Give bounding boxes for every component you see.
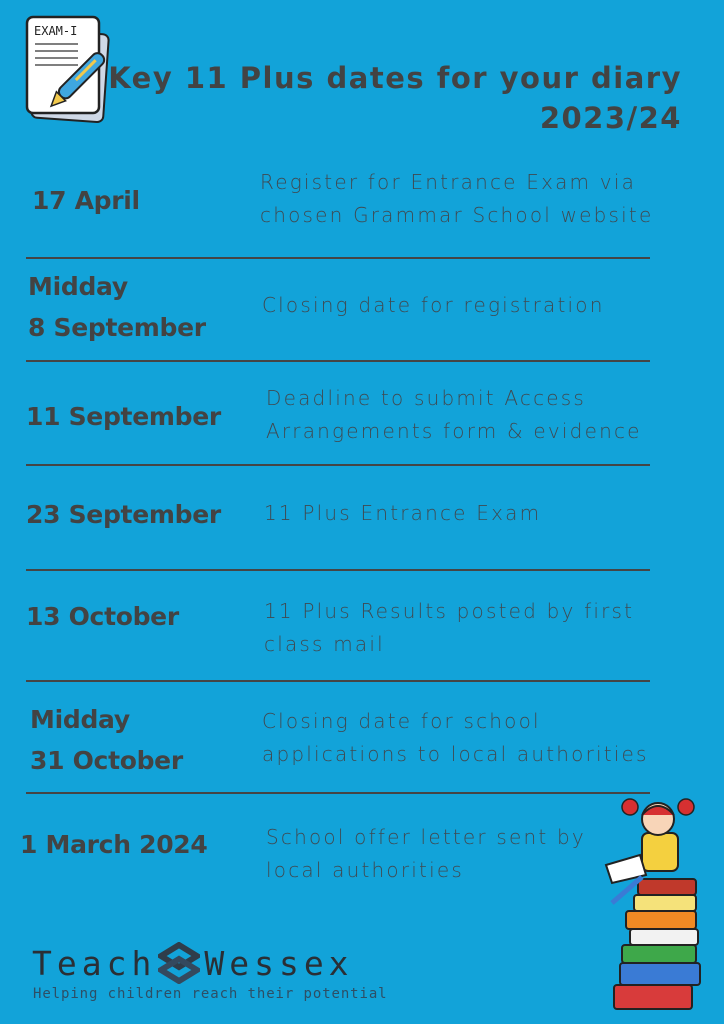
brand-text-left: Teach	[32, 943, 157, 983]
desc-line: applications to local authorities	[262, 742, 649, 766]
desc-line: local authorities	[266, 858, 464, 882]
event-description	[266, 382, 642, 448]
desc-line: class mail	[264, 632, 385, 656]
event-description	[264, 497, 541, 530]
title-year: 2023/24	[539, 101, 682, 135]
event-description	[264, 595, 634, 661]
date-line: Midday	[30, 705, 130, 734]
date-label: 11 September	[26, 402, 221, 431]
desc-line: 11 Plus Entrance Exam	[264, 501, 542, 525]
event-description	[266, 821, 586, 887]
date-label	[28, 266, 206, 348]
divider	[26, 464, 650, 466]
date-line: 31 October	[30, 746, 183, 775]
divider	[26, 569, 650, 571]
event-description	[260, 166, 653, 232]
title-line-1: Key 11 Plus dates for your diary	[108, 61, 682, 95]
divider	[26, 360, 650, 362]
date-line: 8 September	[28, 313, 206, 342]
desc-line: School offer letter sent by	[266, 825, 586, 849]
event-description	[262, 289, 605, 322]
divider	[26, 680, 650, 682]
date-line: Midday	[28, 272, 128, 301]
teach-wessex-logo	[32, 942, 354, 984]
girl-reading-books-illustration	[600, 795, 710, 1020]
brand-mark-icon	[158, 942, 200, 984]
desc-line: Closing date for school	[262, 709, 541, 733]
brand-text-right: Wessex	[204, 943, 354, 983]
date-label: 23 September	[26, 500, 221, 529]
desc-line: 11 Plus Results posted by first	[264, 599, 635, 623]
desc-line: Arrangements form & evidence	[266, 419, 642, 443]
page-title	[108, 58, 682, 138]
exam-paper-icon	[24, 14, 116, 124]
divider	[26, 257, 650, 259]
desc-line: Deadline to submit Access	[266, 386, 587, 410]
divider	[26, 792, 650, 794]
date-label: 13 October	[26, 602, 179, 631]
tagline: Helping children reach their potential	[33, 986, 388, 1002]
desc-line: Register for Entrance Exam via	[260, 170, 637, 194]
event-description	[262, 705, 649, 771]
date-label: 17 April	[32, 186, 140, 215]
desc-line: chosen Grammar School website	[260, 203, 654, 227]
svg-text:EXAM-I: EXAM-I	[34, 24, 78, 38]
date-label	[30, 699, 183, 781]
desc-line: Closing date for registration	[262, 293, 605, 317]
date-label: 1 March 2024	[20, 830, 208, 859]
